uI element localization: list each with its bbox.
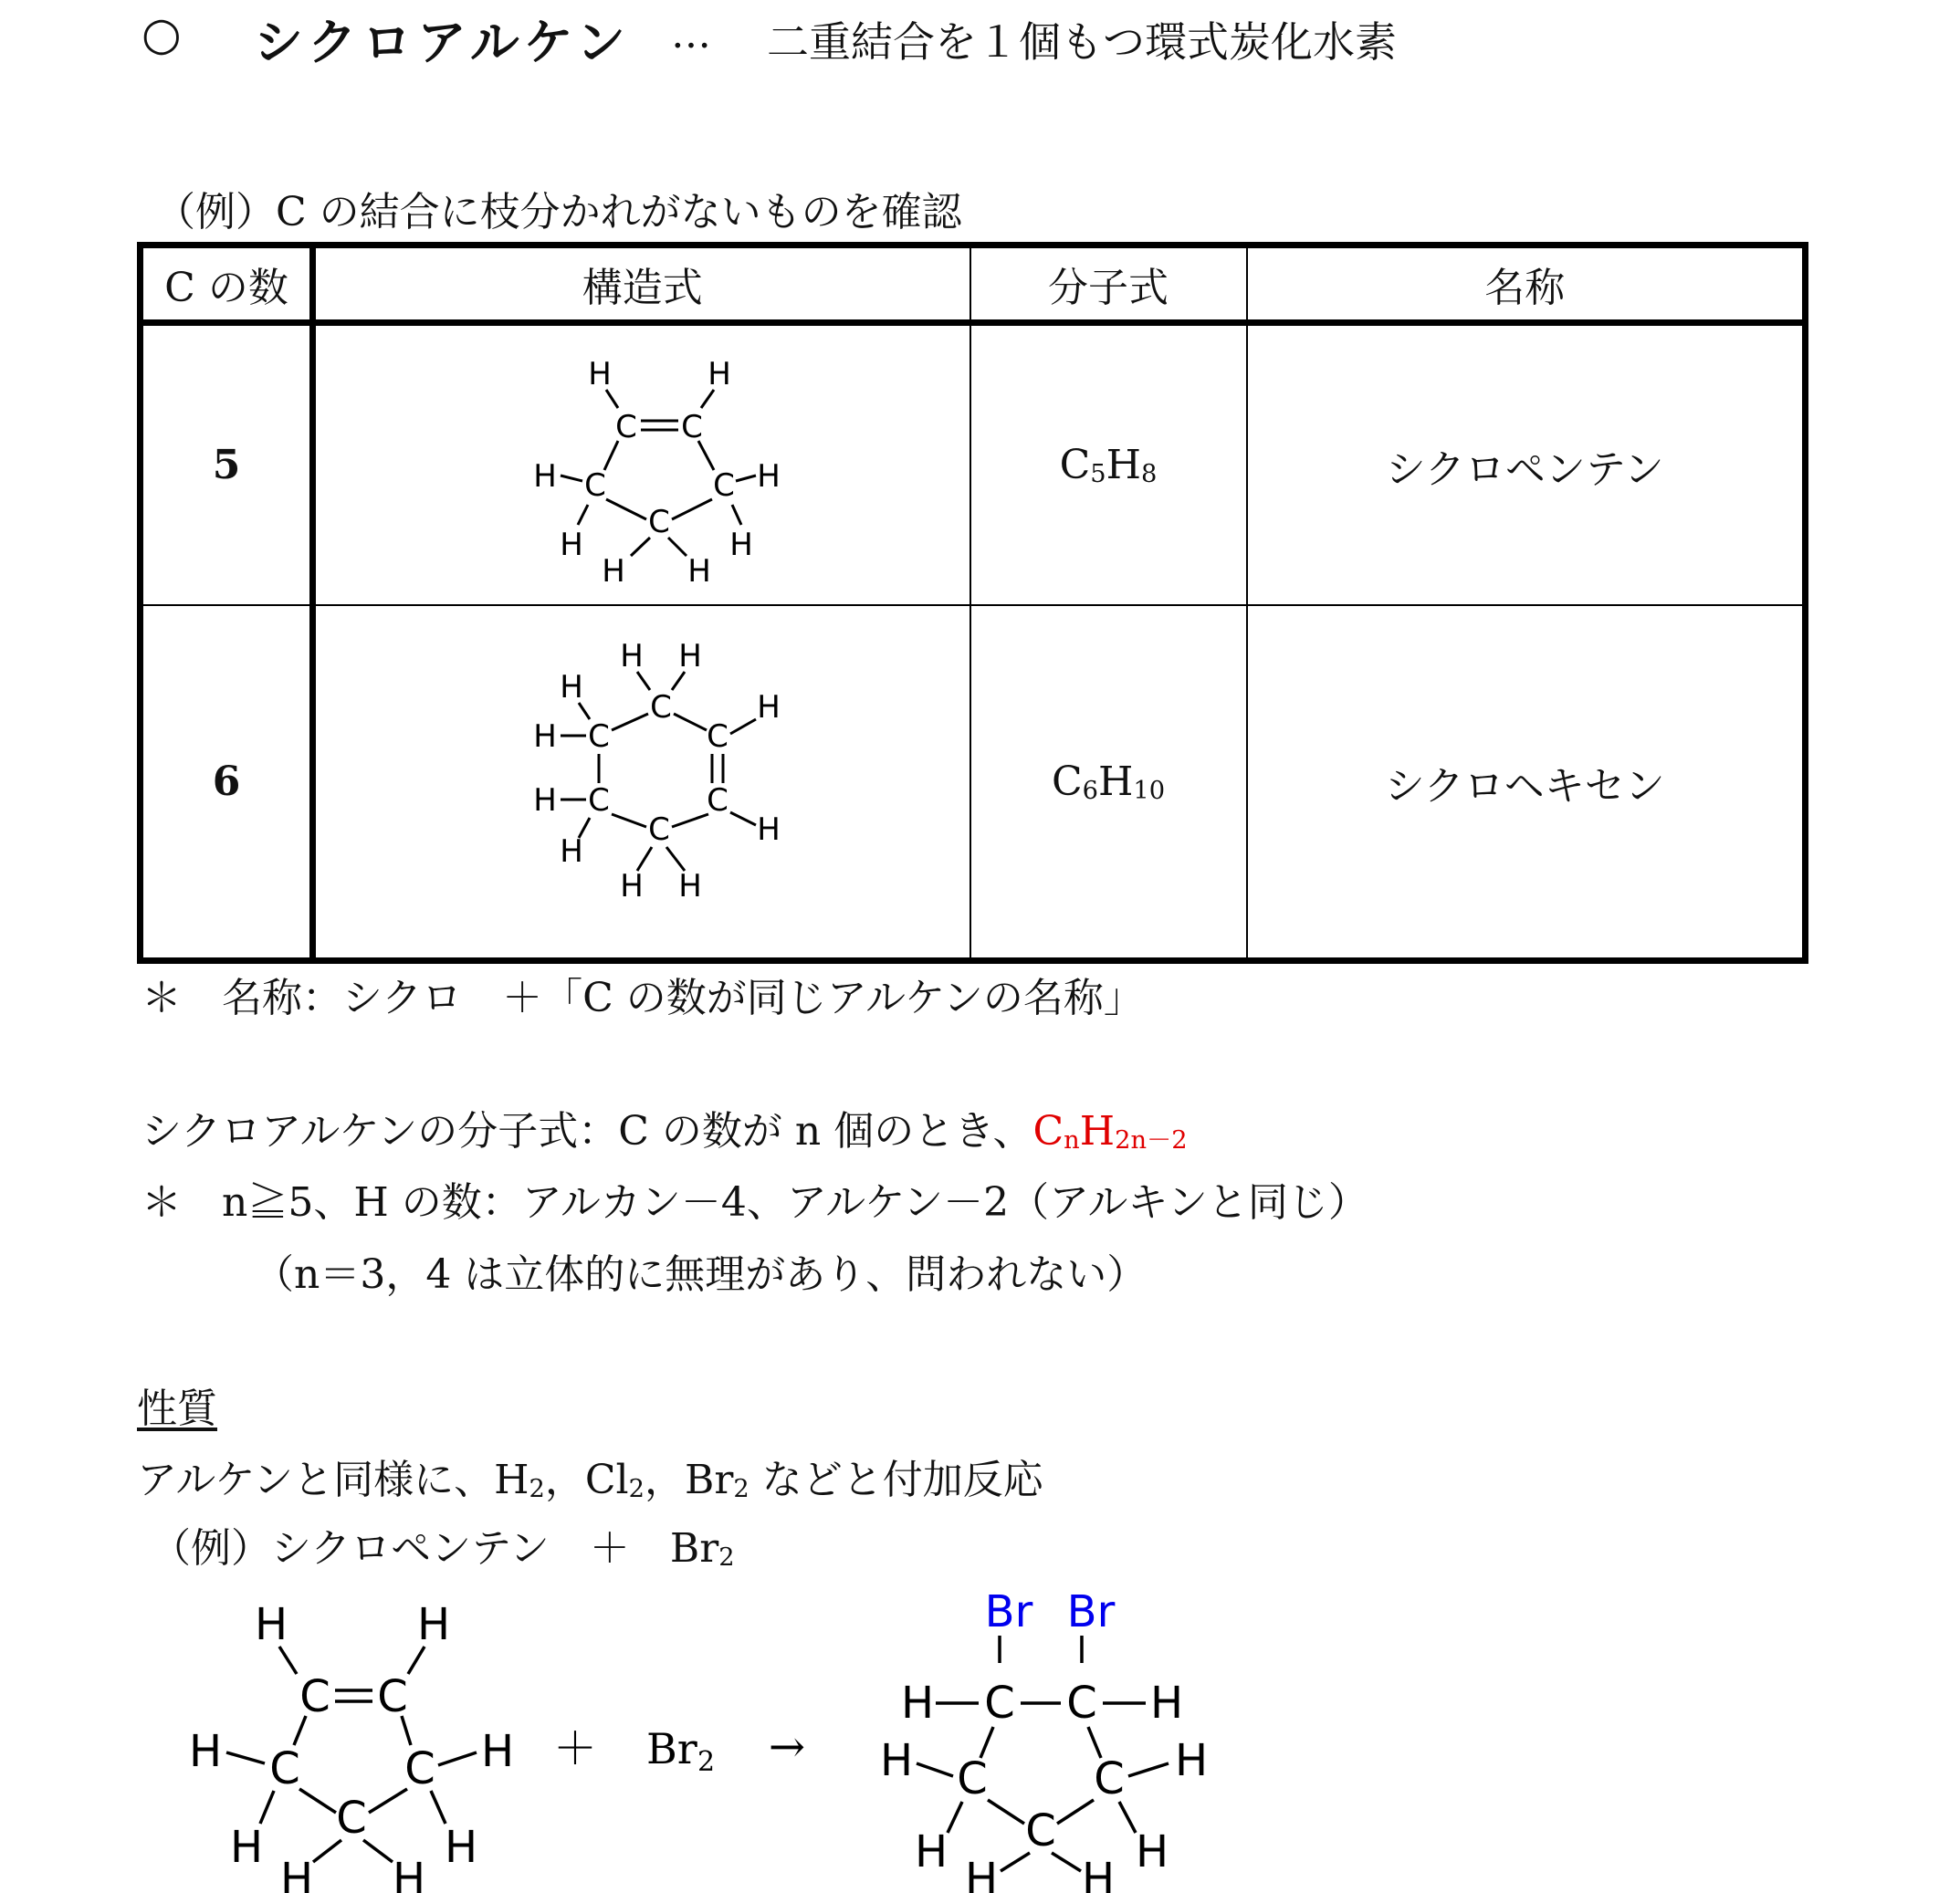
atom-h: H [687, 552, 711, 589]
atom-h: H [559, 526, 583, 563]
properties-text: などと付加反応 [749, 1457, 1043, 1503]
general-formula-h-sub: 2n－2 [1115, 1126, 1188, 1156]
atom-c: C [587, 781, 610, 819]
formula-c-sub: 6 [1082, 777, 1098, 806]
atom-c: C [269, 1743, 300, 1794]
general-formula-prefix: シクロアルケンの分子式：C の数が n 個のとき、 [141, 1108, 1033, 1155]
structure-cell [313, 605, 970, 961]
atom-c: C [647, 503, 670, 540]
atom-c: C [299, 1671, 330, 1722]
subscript: 2 [529, 1475, 545, 1504]
properties-text: ，Br [645, 1457, 734, 1503]
naming-note: ＊ 名称：シクロ ＋「C の数が同じアルケンの名称」 [141, 975, 1144, 1021]
c-count-cell: 6 [141, 605, 313, 961]
name-cell: シクロヘキセン [1247, 605, 1806, 961]
heading-mark: ○ [141, 7, 182, 60]
atom-c: C [706, 717, 728, 755]
atom-h: H [601, 552, 625, 589]
atom-h: H [619, 867, 644, 905]
atom-h: H [677, 637, 702, 675]
atom-h: H [756, 457, 781, 495]
plus-sign: ＋ [552, 1723, 598, 1774]
formula-c-sub: 5 [1090, 460, 1106, 489]
subscript: 2 [718, 1543, 735, 1573]
heading-title: シクロアルケン [254, 13, 631, 71]
formula-h: H [1106, 441, 1142, 488]
name-cell: シクロペンテン [1247, 323, 1806, 606]
n-note: （n＝3，4 は立体的に無理があり、問われない） [254, 1251, 1148, 1298]
subscript: 2 [628, 1475, 645, 1504]
header-c-count: C の数 [141, 246, 313, 323]
atom-h: H [900, 1678, 935, 1729]
subscript: 2 [733, 1475, 749, 1504]
atom-c: C [680, 408, 703, 445]
general-formula-c: C [1032, 1108, 1064, 1155]
properties-heading: 性質 [137, 1386, 217, 1432]
atom-h: H [964, 1854, 999, 1893]
properties-line [137, 1447, 1043, 1505]
atom-h: H [229, 1822, 264, 1873]
properties-text: ，Cl [544, 1457, 629, 1503]
header-name: 名称 [1247, 246, 1806, 323]
h-count-note: ＊ n≧5、H の数：アルカン－4、アルケン－2（アルキンと同じ） [141, 1179, 1368, 1226]
atom-c: C [1025, 1805, 1056, 1856]
reagent-sub: 2 [697, 1746, 716, 1778]
properties-example [151, 1515, 735, 1574]
atom-h: H [480, 1726, 515, 1777]
formula-h-sub: 8 [1141, 460, 1158, 489]
atom-h: H [188, 1726, 223, 1777]
header-formula: 分子式 [970, 246, 1247, 323]
atom-h: H [532, 781, 557, 819]
atom-h: H [1081, 1854, 1116, 1893]
atom-c: C [712, 466, 735, 504]
atom-h: H [532, 717, 557, 755]
atom-c: C [649, 688, 672, 726]
atom-c: C [614, 408, 637, 445]
atom-br: Br [1066, 1588, 1116, 1637]
formula-c: C [1059, 441, 1091, 488]
atom-h: H [1174, 1735, 1209, 1786]
atom-c: C [706, 781, 728, 819]
atom-h: H [914, 1826, 949, 1877]
example-text: （例）シクロペンテン ＋ Br [151, 1525, 719, 1572]
reactant-cyclopentene [189, 1599, 514, 1893]
atom-c: C [647, 811, 670, 848]
atom-h: H [1135, 1826, 1169, 1877]
atom-h: H [416, 1599, 451, 1650]
atom-c: C [377, 1671, 408, 1722]
atom-h: H [587, 355, 612, 392]
atom-c: C [587, 717, 610, 755]
cyclopentene-structure [497, 342, 789, 589]
atom-c: C [336, 1793, 367, 1844]
table-row [141, 323, 1806, 606]
cycloalkene-table [137, 242, 1808, 964]
formula-h: H [1097, 758, 1134, 805]
atom-c: C [583, 466, 606, 504]
structure-cell [313, 323, 970, 606]
example-intro: （例）C の結合に枝分かれがないものを確認 [155, 189, 962, 235]
atom-h: H [707, 355, 731, 392]
general-formula-h: H [1079, 1108, 1116, 1155]
atom-c: C [957, 1753, 988, 1804]
properties-text: アルケンと同様に、H [137, 1457, 529, 1503]
formula-cell [970, 605, 1247, 961]
atom-h: H [279, 1854, 314, 1893]
table-header-row [141, 246, 1806, 323]
atom-h: H [559, 832, 583, 870]
general-formula-c-sub: n [1064, 1126, 1080, 1156]
atom-h: H [444, 1822, 478, 1873]
atom-h: H [392, 1854, 426, 1893]
atom-h: H [879, 1735, 914, 1786]
atom-c: C [404, 1743, 435, 1794]
heading-ellipsis: … [671, 11, 711, 58]
formula-cell [970, 323, 1247, 606]
cyclohexene-structure [497, 632, 789, 933]
formula-c: C [1051, 758, 1083, 805]
general-formula-line [141, 1098, 1188, 1156]
atom-h: H [532, 457, 557, 495]
atom-c: C [1094, 1753, 1125, 1804]
atom-h: H [254, 1599, 288, 1650]
header-structure: 構造式 [313, 246, 970, 323]
atom-h: H [677, 867, 702, 905]
reagent-br: Br [646, 1724, 697, 1773]
atom-h: H [728, 526, 753, 563]
atom-br: Br [984, 1588, 1033, 1637]
atom-h: H [1149, 1678, 1184, 1729]
reaction-scheme [0, 1588, 1960, 1893]
atom-h: H [559, 668, 583, 706]
table-row [141, 605, 1806, 961]
product-dibromocyclopentane [880, 1588, 1208, 1893]
heading-description: 二重結合を１個もつ環式炭化水素 [767, 17, 1397, 67]
atom-h: H [756, 688, 781, 726]
atom-h: H [619, 637, 644, 675]
reaction-arrow: → [768, 1721, 806, 1773]
atom-c: C [1066, 1678, 1097, 1729]
formula-h-sub: 10 [1133, 777, 1166, 806]
atom-c: C [984, 1678, 1015, 1729]
c-count-cell: 5 [141, 323, 313, 606]
atom-h: H [756, 811, 781, 848]
